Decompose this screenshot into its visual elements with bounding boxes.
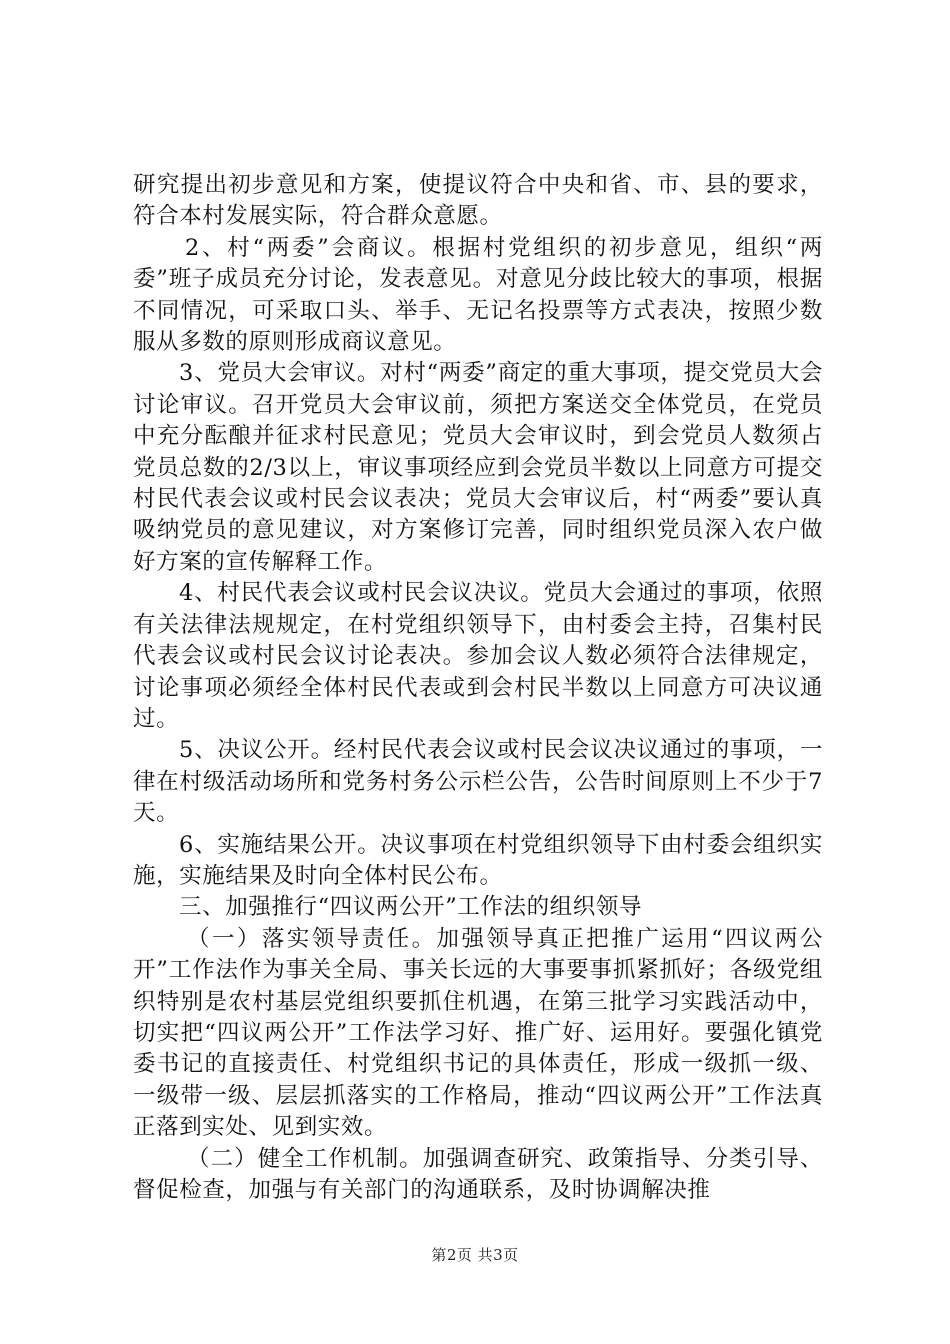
paragraph-subsection-1: （一）落实领导责任。加强领导真正把推广运用“四议两公开”工作法作为事关全局、事关长远的大事要事抓紧抓好；各级党组织特别是农村基层党组织要抓住机遇，在第三批学习实践活动中，切实把“四议两公开”工作法学习好、推广好、运用好。要强化镇党委书记的直接责任、村党组织书记的具体责任，形成一级抓一级、一级带一级、层层抓落实的工作格局，推动“四议两公开”工作法真正落到实处、见到实效。: [133, 925, 823, 1141]
paragraph-subsection-2: （二）健全工作机制。加强调查研究、政策指导、分类引导、督促检查，加强与有关部门的沟通联系，及时协调解决推: [133, 1145, 823, 1203]
paragraph-step-2: 2、村“两委”会商议。根据村党组织的初步意见，组织“两委”班子成员充分讨论，发表意见。对意见分歧比较大的事项，根据不同情况，可采取口头、举手、无记名投票等方式表决，按照少数服从多数的原则形成商议意见。: [133, 234, 823, 356]
paragraph-step-3: 3、党员大会审议。对村“两委”商定的重大事项，提交党员大会讨论审议。召开党员大会审议前，须把方案送交全体党员，在党员中充分酝酿并征求村民意见；党员大会审议时，到会党员人数须占党员总数的2/3以上，审议事项经应到会党员半数以上同意方可提交村民代表会议或村民会议表决；党员大会审议后，村“两委”要认真吸纳党员的意见建议，对方案修订完善，同时组织党员深入农户做好方案的宣传解释工作。: [133, 360, 823, 575]
paragraph-step-4: 4、村民代表会议或村民会议决议。党员大会通过的事项，依照有关法律法规规定，在村党组织领导下，由村委会主持，召集村民代表会议或村民会议讨论表决。参加会议人数必须符合法律规定，讨论事项必须经全体村民代表或到会村民半数以上同意方可决议通过。: [133, 580, 823, 732]
section-heading-3: 三、加强推行“四议两公开”工作法的组织领导: [179, 894, 643, 921]
paragraph-step-6: 6、实施结果公开。决议事项在村党组织领导下由村委会组织实施，实施结果及时向全体村民公布。: [133, 831, 823, 889]
paragraph-step-5: 5、决议公开。经村民代表会议或村民会议决议通过的事项，一律在村级活动场所和党务村务公示栏公告，公告时间原则上不少于7天。: [133, 737, 823, 827]
page-number-footer: 第2页 共3页: [431, 1246, 519, 1264]
paragraph-continuation: 研究提出初步意见和方案，使提议符合中央和省、市、县的要求，符合本村发展实际，符合群众意愿。: [133, 172, 823, 230]
document-body: [133, 170, 823, 1206]
